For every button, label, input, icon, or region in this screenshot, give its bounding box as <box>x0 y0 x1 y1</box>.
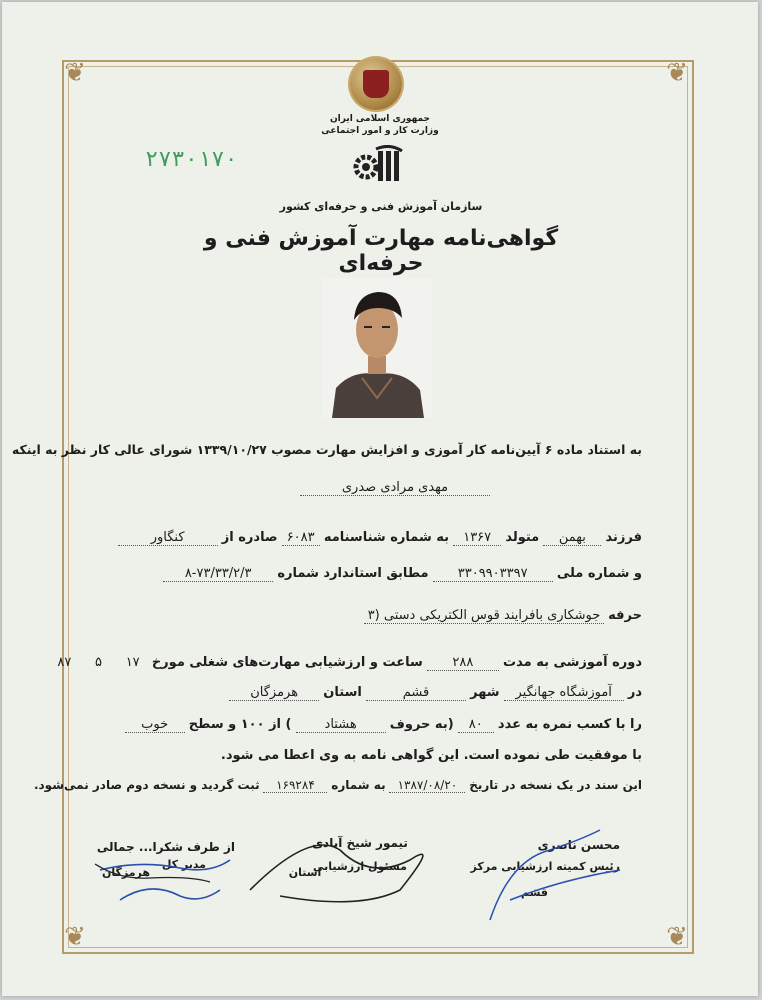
row-score <box>120 717 642 737</box>
score-rest: ) از ۱۰۰ و سطح <box>188 717 292 732</box>
father-name: بهمن <box>543 530 601 546</box>
signer-left-place: هرمزگان <box>101 866 150 879</box>
id-label: به شماره شناسنامه <box>323 530 450 545</box>
ministry-name: وزارت کار و امور اجتماعی <box>321 126 439 136</box>
issue-label: این سند در یک نسخه در تاریخ <box>469 778 642 792</box>
child-label: فرزند <box>605 530 642 545</box>
row-identity <box>120 530 642 550</box>
corner-ornament-icon: ❦ <box>64 922 86 952</box>
course-hours: ۲۸۸ <box>427 655 499 671</box>
score-label: را با کسب نمره به عدد <box>497 717 642 732</box>
corner-ornament-icon: ❦ <box>666 58 688 88</box>
corner-ornament-icon: ❦ <box>64 58 86 88</box>
id-number: ۶۰۸۳ <box>282 530 320 546</box>
row-place <box>120 685 642 705</box>
signer-right-place: قشم <box>520 886 548 899</box>
eval-day: ۸۷ <box>57 655 72 670</box>
row-national <box>120 566 642 586</box>
national-number: ۳۳۰۹۹۰۳۳۹۷ <box>433 566 553 582</box>
issue-date: ۱۳۸۷/۰۸/۲۰ <box>389 778 465 793</box>
standard-number: ۸-۷۳/۳۳/۲/۳ <box>163 566 273 582</box>
signer-left-name: از طرف شکرا... جمالی <box>96 840 235 854</box>
score-level: خوب <box>125 717 185 733</box>
signer-right-title: رئیس کمیته ارزشیابی مرکز <box>470 860 620 873</box>
national-label: و شماره ملی <box>556 566 642 581</box>
score-words: هشتاد <box>296 717 386 733</box>
signer-right-name: محسن ناصری <box>537 838 620 852</box>
in-label: در <box>627 685 642 700</box>
trade-label: حرفه <box>608 608 642 623</box>
handwritten-signatures <box>80 800 680 930</box>
issued-place: کنگاور <box>118 530 218 546</box>
holder-photo <box>322 278 432 418</box>
serial-number: ۲۷۳۰۱۷۰ <box>145 147 238 172</box>
course-rest: ساعت و ارزشیابی مهارت‌های شغلی مورخ <box>151 655 423 670</box>
province-label: استان <box>323 685 362 700</box>
issue-number-label: به شماره <box>331 778 386 792</box>
signer-mid-place: استان <box>288 866 322 879</box>
national-emblem-icon <box>350 58 402 110</box>
row-trade <box>120 608 642 628</box>
birth-year: ۱۳۶۷ <box>453 530 501 546</box>
eval-month: ۵ <box>95 655 103 670</box>
province-name: هرمزگان <box>229 685 319 701</box>
success-text: با موفقیت طی نموده است. این گواهی نامه به وی اعطا می شود. <box>220 748 642 763</box>
issued-label: صادره از <box>221 530 278 545</box>
score-words-label: (به حروف <box>389 717 454 732</box>
certificate-title: گواهی‌نامه مهارت آموزش فنی و حرفه‌ای <box>203 226 559 276</box>
row-issue <box>33 778 642 798</box>
tvto-logo-icon <box>352 145 404 187</box>
course-label: دوره آموزشی به مدت <box>503 655 642 670</box>
row-course <box>57 655 642 675</box>
standard-label: مطابق استاندارد شماره <box>277 566 429 581</box>
issue-rest: ثبت گردید و نسخه دوم صادر نمی‌شود. <box>33 778 260 792</box>
trade-name: جوشکاری بافرایند قوس الکتریکی دستی (۳ <box>364 608 604 624</box>
holder-name: مهدی مرادی صدری <box>300 480 490 496</box>
city-name: قشم <box>366 685 466 701</box>
signer-left-title: مدیر کل <box>161 858 206 871</box>
score-number: ۸۰ <box>458 717 494 733</box>
training-center: آموزشگاه جهانگیر <box>504 685 624 701</box>
organization-name: سازمان آموزش فنی و حرفه‌ای کشور <box>279 200 483 213</box>
issue-number: ۱۶۹۲۸۴ <box>263 778 327 793</box>
city-label: شهر <box>470 685 500 700</box>
eval-year: ۱۷ <box>125 655 140 670</box>
born-label: متولد <box>505 530 540 545</box>
signer-mid-title: مسئول ارزشیابی <box>313 860 407 873</box>
intro-text: به استناد ماده ۶ آیین‌نامه کار آموزی و افزایش مهارت مصوب ۱۳۳۹/۱۰/۲۷ شورای عالی کار نظر به اینکه <box>11 442 642 457</box>
corner-ornament-icon: ❦ <box>666 922 688 952</box>
country-name: جمهوری اسلامی ایران <box>329 114 431 124</box>
signer-mid-name: تیمور شیخ آبادی <box>312 836 408 850</box>
